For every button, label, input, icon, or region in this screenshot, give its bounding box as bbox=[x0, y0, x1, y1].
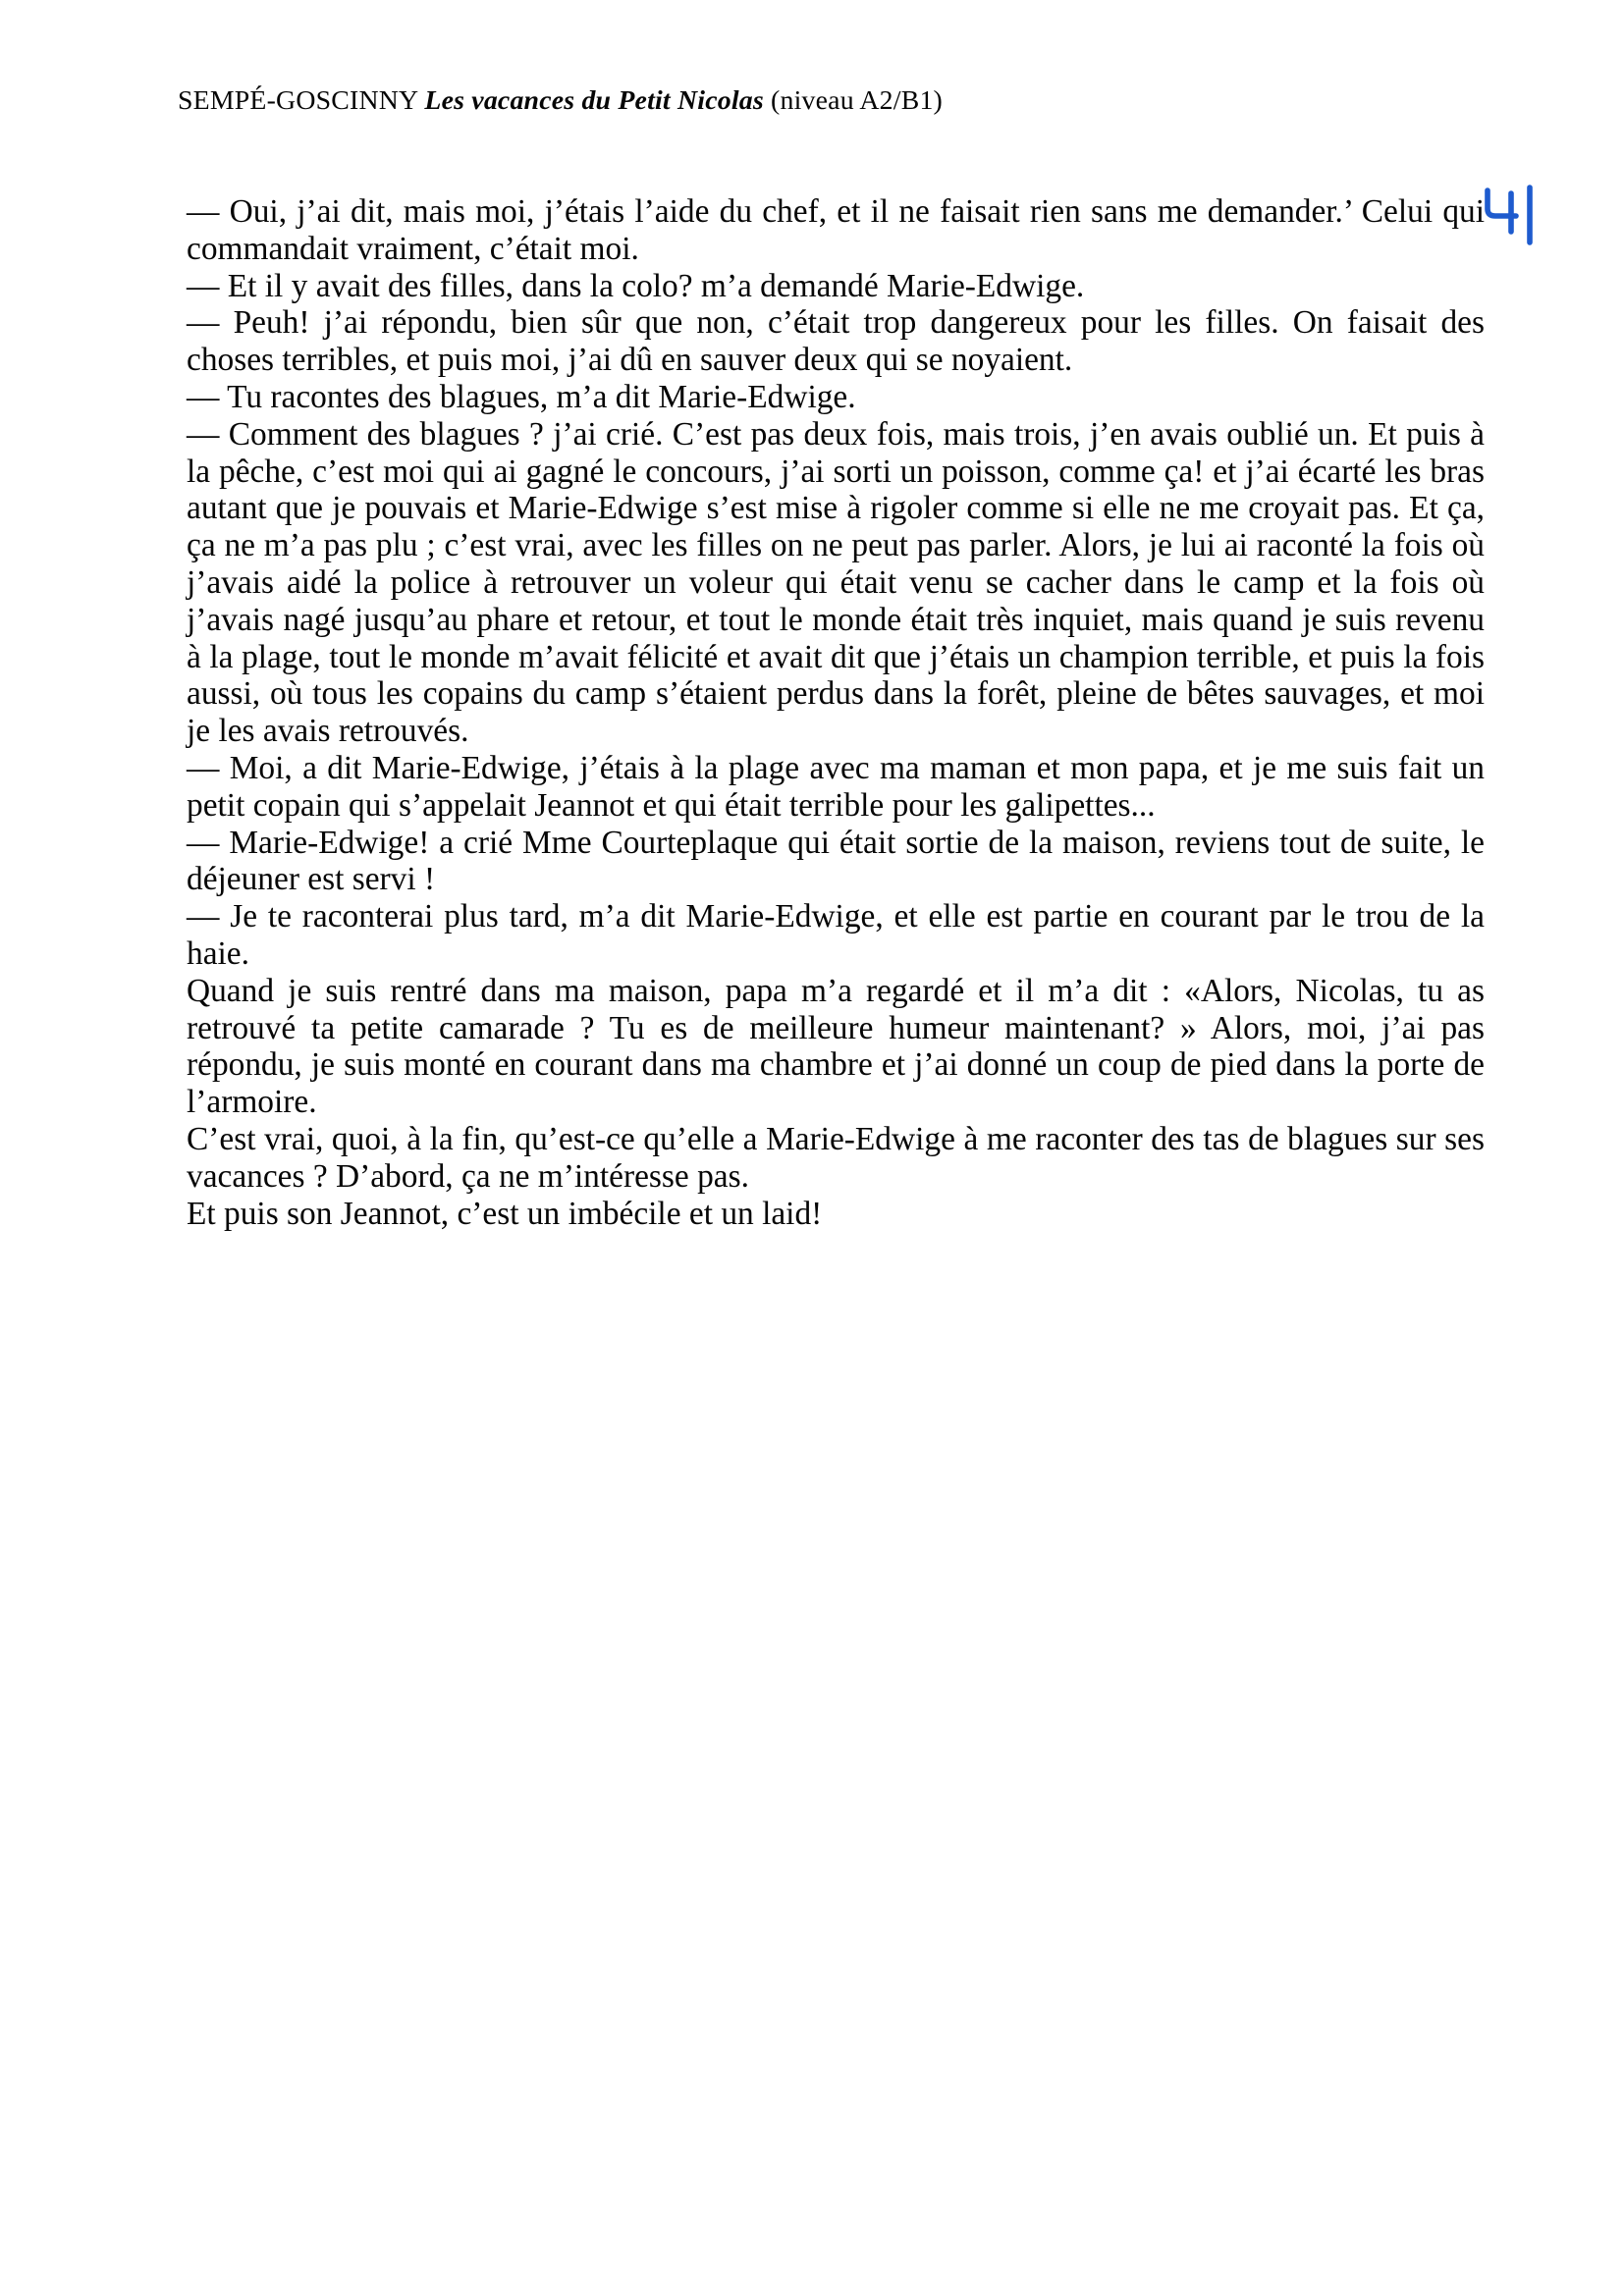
header-book-title: Les vacances du Petit Nicolas bbox=[424, 85, 764, 116]
paragraph: — Peuh! j’ai répondu, bien sûr que non, c’était trop dangereux pour les filles. On faisait des choses terribles, et puis moi, j’ai dû en sauver deux qui se noyaient. bbox=[187, 304, 1485, 379]
paragraph: Et puis son Jeannot, c’est un imbécile et un laid! bbox=[187, 1195, 823, 1232]
paragraph: — Oui, j’ai dit, mais moi, j’étais l’aide du chef, et il ne faisait rien sans me demander.’ Celui qui commandait vraiment, c’était moi. bbox=[187, 193, 1485, 267]
text-body bbox=[187, 193, 1485, 1232]
paragraph: — Marie-Edwige! a crié Mme Courteplaque qui était sortie de la maison, reviens tout de suite, le déjeuner est servi ! bbox=[187, 824, 1485, 898]
paragraph: — Tu racontes des blagues, m’a dit Marie-Edwige. bbox=[187, 378, 856, 415]
paragraph: — Et il y avait des filles, dans la colo? m’a demandé Marie-Edwige. bbox=[187, 267, 1085, 304]
handwritten-page-number bbox=[1479, 183, 1538, 251]
paragraph: — Moi, a dit Marie-Edwige, j’étais à la plage avec ma maman et mon papa, et je me suis fait un petit copain qui s’appelait Jeannot et qui était terrible pour les galipettes... bbox=[187, 749, 1485, 824]
paragraph: — Comment des blagues ? j’ai crié. C’est pas deux fois, mais trois, j’en avais oublié un. Et puis à la pêche, c’est moi qui ai gagné le concours, j’ai sorti un poisson, comme ça! et j’ai écarté les bras autant que je pouvais et Marie-Edwige s’est mise à rigoler comme si elle ne me croyait pas. Et ça, ça ne m’a pas plu ; c’est vrai, avec les filles on ne peut pas parler. Alors, je lui ai raconté la fois où j’avais aidé la police à retrouver un voleur qui était venu se cacher dans le camp et la fois où j’avais nagé jusqu’au phare et retour, et tout le monde était très inquiet, mais quand je suis revenu à la plage, tout le monde m’avait félicité et avait dit que j’étais un champion terrible, et puis la fois aussi, où tous les copains du camp s’étaient perdus dans la forêt, pleine de bêtes sauvages, et moi je les avais retrouvés. bbox=[187, 415, 1485, 750]
paragraph: C’est vrai, quoi, à la fin, qu’est-ce qu’elle a Marie-Edwige à me raconter des tas de blagues sur ses vacances ? D’abord, ça ne m’intéresse pas. bbox=[187, 1120, 1485, 1195]
header-level: (niveau A2/B1) bbox=[771, 85, 944, 116]
header-author: SEMPÉ-GOSCINNY bbox=[178, 85, 418, 116]
paragraph: — Je te raconterai plus tard, m’a dit Marie-Edwige, et elle est partie en courant par le trou de la haie. bbox=[187, 898, 1485, 972]
document-header bbox=[178, 84, 943, 118]
paragraph: Quand je suis rentré dans ma maison, papa m’a regardé et il m’a dit : «Alors, Nicolas, tu as retrouvé ta petite camarade ? Tu es de meilleure humeur maintenant? » Alors, moi, j’ai pas répondu, je suis monté en courant dans ma chambre et j’ai donné un coup de pied dans la porte de l’armoire. bbox=[187, 972, 1485, 1121]
